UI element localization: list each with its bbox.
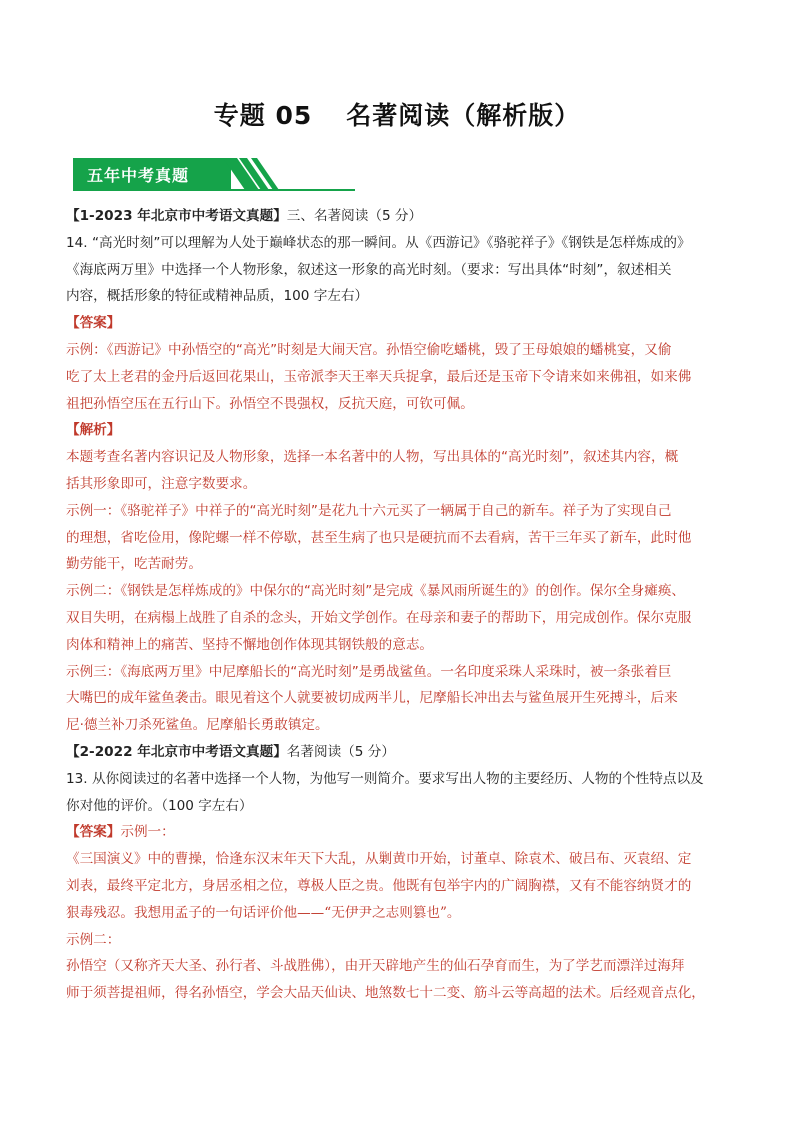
q1-analysis-line: 示例三：《海底两万里》中尼摩船长的“高光时刻”是勇战鲨鱼。一名印度采珠人采珠时，被一条张着巨 xyxy=(66,663,672,680)
q1-answer-tag: 【答案】 xyxy=(66,315,121,332)
document-body xyxy=(66,203,732,1007)
q1-analysis-line: 尼·德兰补刀杀死鲨鱼。尼摩船长勇敢镇定。 xyxy=(66,717,329,734)
q1-analysis-line: 大嘴巴的成年鲨鱼袭击。眼见着这个人就要被切成两半儿，尼摩船长冲出去与鲨鱼展开生死搏斗，后来 xyxy=(66,690,678,707)
q2-answer-example1-label: 示例一： xyxy=(120,824,175,841)
q2-answer-line: 刘表，最终平定北方，身居丞相之位，尊极人臣之贵。他既有包举宇内的广阔胸襟，又有不能容纳贤才的 xyxy=(66,877,692,894)
banner-underline xyxy=(73,189,355,191)
q1-section: 三、名著阅读（5 分） xyxy=(286,208,423,224)
q1-analysis-line: 括其形象即可，注意字数要求。 xyxy=(66,475,257,492)
q2-question-line: 13. 从你阅读过的名著中选择一个人物，为他写一则简介。要求写出人物的主要经历、人物的个性特点以及 xyxy=(66,770,704,787)
page-title xyxy=(0,96,794,132)
q2-answer-quote: “无伊尹之志则篡也”。 xyxy=(324,904,461,921)
q2-section: 名著阅读（5 分） xyxy=(286,743,395,760)
q1-question-line: 内容，概括形象的特征或精神品质，100 字左右） xyxy=(66,288,369,305)
q2-answer-tag: 【答案】 xyxy=(66,824,121,841)
q1-analysis-line: 肉体和精神上的痛苦、坚持不懈地创作体现其钢铁般的意志。 xyxy=(66,636,434,653)
banner-label: 五年中考真题 xyxy=(87,166,190,185)
title-topic-name: 名著阅读（解析版） xyxy=(346,101,581,130)
q1-question-line: 14. “高光时刻”可以理解为人处于巅峰状态的那一瞬间。从《西游记》《骆驼祥子》《钢铁是怎样炼成的》 xyxy=(66,234,691,251)
q2-answer-last-line xyxy=(66,900,732,927)
q1-analysis-line: 示例二：《钢铁是怎样炼成的》中保尔的“高光时刻”是完成《暴风雨所诞生的》的创作。保尔全身瘫痪、 xyxy=(66,583,686,600)
q1-analysis-line: 勤劳能干，吃苦耐劳。 xyxy=(66,556,202,573)
banner-stripes-decoration xyxy=(223,158,333,191)
q2-source: 【2-2022 年北京市中考语文真题】 xyxy=(66,743,287,760)
q2-header xyxy=(66,739,732,766)
section-banner xyxy=(73,158,355,192)
title-topic-number: 专题 05 xyxy=(213,101,313,130)
q1-answer-line: 吃了太上老君的金丹后返回花果山，玉帝派李天王率天兵捉拿，最后还是玉帝下令请来如来佛祖，如来佛 xyxy=(66,368,692,385)
q2-question-line: 你对他的评价。（100 字左右） xyxy=(66,797,253,814)
q1-source: 【1-2023 年北京市中考语文真题】 xyxy=(66,208,287,224)
q1-analysis-tag: 【解析】 xyxy=(66,422,121,439)
q2-answer-example2-label: 示例二： xyxy=(66,931,121,948)
q1-answer-line: 祖把孙悟空压在五行山下。孙悟空不畏强权，反抗天庭，可钦可佩。 xyxy=(66,395,474,412)
q1-analysis-line: 本题考查名著内容识记及人物形象，选择一本名著中的人物，写出具体的“高光时刻”，叙述其内容，概 xyxy=(66,449,679,466)
q1-analysis-line: 的理想，省吃俭用，像陀螺一样不停歇，甚至生病了也只是硬抗而不去看病，苦干三年买了新车，此时他 xyxy=(66,529,692,546)
q1-question-line: 《海底两万里》中选择一个人物形象，叙述这一形象的高光时刻。（要求：写出具体“时刻”，叙述相关 xyxy=(66,261,672,278)
q1-analysis-line: 双目失明，在病榻上战胜了自杀的念头，开始文学创作。在母亲和妻子的帮助下，用完成创作。保尔克服 xyxy=(66,609,692,626)
q2-answer-text: 狠毒残忍。我想用孟子的一句话评价他—— xyxy=(66,904,325,921)
q1-analysis-line: 示例一：《骆驼祥子》中祥子的“高光时刻”是花九十六元买了一辆属于自己的新车。祥子为了实现自己 xyxy=(66,502,672,519)
q1-answer-line: 示例：《西游记》中孙悟空的“高光”时刻是大闹天宫。孙悟空偷吃蟠桃，毁了王母娘娘的蟠桃宴，又偷 xyxy=(66,341,672,358)
q2-answer-line: 《三国演义》中的曹操，恰逢东汉末年天下大乱，从剿黄巾开始，讨董卓、除袁术、破吕布、灭袁绍、定 xyxy=(66,851,692,868)
q2-answer-header xyxy=(66,819,732,846)
q2-answer-line: 孙悟空（又称齐天大圣、孙行者、斗战胜佛），由开天辟地产生的仙石孕育而生，为了学艺而漂洋过海拜 xyxy=(66,958,685,975)
q2-answer-line: 师于须菩提祖师，得名孙悟空，学会大品天仙诀、地煞数七十二变、筋斗云等高超的法术。后经观音点化， xyxy=(66,985,705,1002)
q1-header xyxy=(66,203,732,230)
